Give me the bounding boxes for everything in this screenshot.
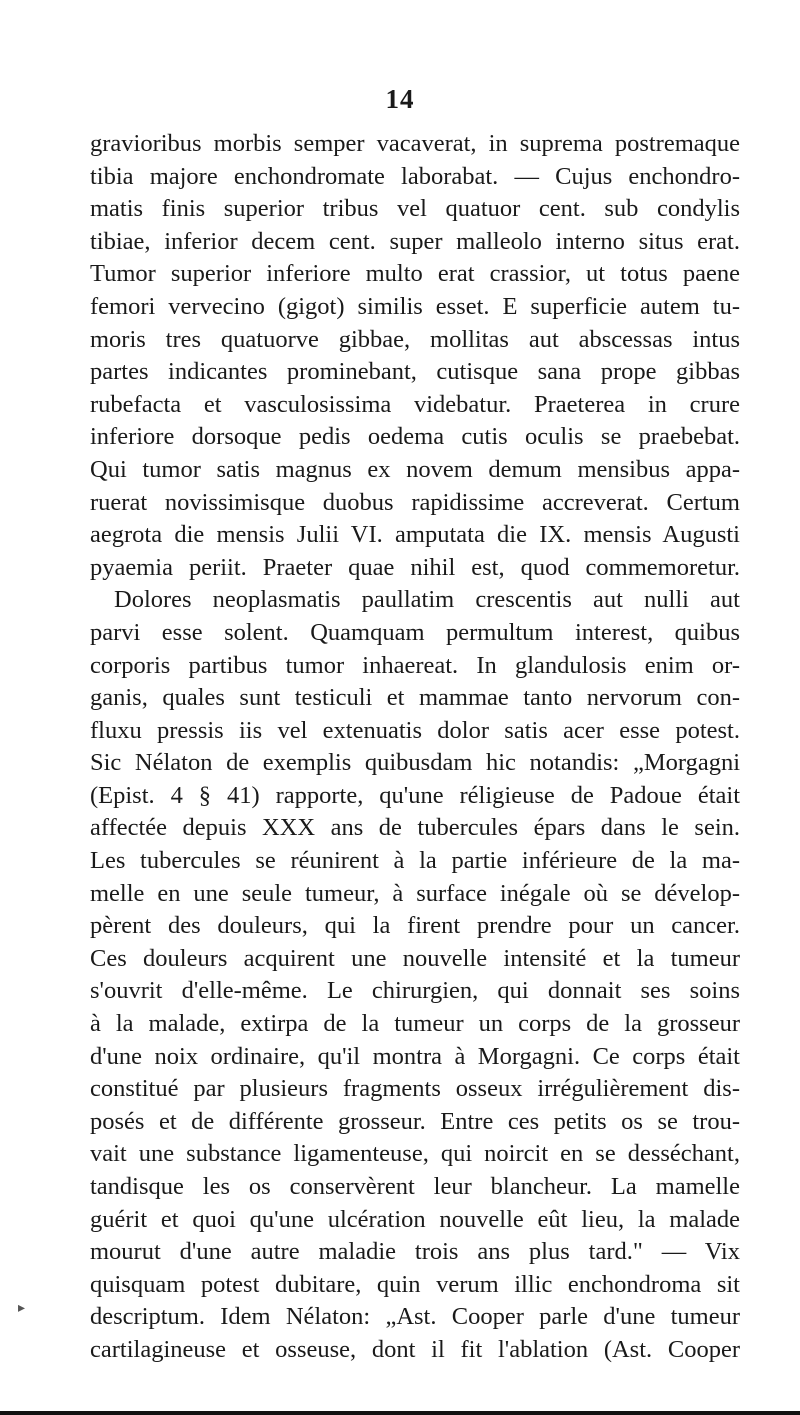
text-line: constitué par plusieurs fragments osseux irrégulièrement dis- [90, 1075, 740, 1103]
text-line: corporis partibus tumor inhaereat. In glandulosis enim or- [90, 651, 740, 679]
text-line: pèrent des douleurs, qui la firent prendre pour un cancer. [90, 912, 740, 940]
text-line: d'une noix ordinaire, qu'il montra à Morgagni. Ce corps était [90, 1042, 740, 1070]
text-line: partes indicantes prominebant, cutisque sana prope gibbas [90, 358, 740, 386]
text-line: mourut d'une autre maladie trois ans plus tard." — Vix [90, 1238, 740, 1266]
text-line: moris tres quatuorve gibbae, mollitas aut abscessas intus [90, 325, 740, 353]
text-line-paragraph-start: Dolores neoplasmatis paullatim crescentis aut nulli aut [114, 586, 740, 614]
text-line: pyaemia periit. Praeter quae nihil est, quod commemoretur. [90, 553, 740, 581]
text-line: Qui tumor satis magnus ex novem demum mensibus appa- [90, 455, 740, 483]
text-line: tibiae, inferior decem cent. super malleolo interno situs erat. [90, 227, 740, 255]
text-line: quisquam potest dubitare, quin verum illic enchondroma sit [90, 1270, 740, 1298]
text-line: femori vervecino (gigot) similis esset. E superficie autem tu- [90, 292, 740, 320]
text-line: fluxu pressis iis vel extenuatis dolor satis acer esse potest. [90, 716, 740, 744]
text-line: cartilagineuse et osseuse, dont il fit l'ablation (Ast. Cooper [90, 1335, 740, 1363]
text-line: melle en une seule tumeur, à surface inégale où se dévelop- [90, 879, 740, 907]
text-line: Sic Nélaton de exemplis quibusdam hic notandis: „Morgagni [90, 749, 740, 777]
text-line: Ces douleurs acquirent une nouvelle intensité et la tumeur [90, 944, 740, 972]
text-line: aegrota die mensis Julii VI. amputata die IX. mensis Augusti [90, 521, 740, 549]
text-line: vait une substance ligamenteuse, qui noircit en se desséchant, [90, 1140, 740, 1168]
text-line: inferiore dorsoque pedis oedema cutis oculis se praebebat. [90, 423, 740, 451]
text-line: affectée depuis XXX ans de tubercules épars dans le sein. [90, 814, 740, 842]
text-line: Tumor superior inferiore multo erat crassior, ut totus paene [90, 260, 740, 288]
text-line: tandisque les os conservèrent leur blancheur. La mamelle [90, 1173, 740, 1200]
text-line: descriptum. Idem Nélaton: „Ast. Cooper parle d'une tumeur [90, 1303, 740, 1331]
text-line: (Epist. 4 § 41) rapporte, qu'une réligieuse de Padoue était [90, 781, 740, 809]
text-line: ganis, quales sunt testiculi et mammae tanto nervorum con- [90, 684, 740, 712]
margin-mark: ▸ [18, 1301, 26, 1316]
page-number: 14 [385, 84, 415, 114]
text-line: guérit et quoi qu'une ulcération nouvelle eût lieu, la malade [90, 1205, 740, 1233]
text-line: tibia majore enchondromate laborabat. — Cujus enchondro- [90, 162, 740, 190]
body-text [90, 128, 740, 1367]
text-line: ruerat novissimisque duobus rapidissime accreverat. Certum [90, 488, 740, 516]
text-line: gravioribus morbis semper vacaverat, in suprema postremaque [90, 130, 740, 157]
text-line: matis finis superior tribus vel quatuor cent. sub condylis [90, 195, 740, 223]
text-line: Les tubercules se réunirent à la partie inférieure de la ma- [90, 847, 740, 875]
text-line: s'ouvrit d'elle-même. Le chirurgien, qui donnait ses soins [90, 977, 740, 1005]
page-bottom-edge [0, 1411, 800, 1415]
text-line: posés et de différente grosseur. Entre ces petits os se trou- [90, 1107, 740, 1135]
text-line: à la malade, extirpa de la tumeur un corps de la grosseur [90, 1010, 740, 1038]
text-line: parvi esse solent. Quamquam permultum interest, quibus [90, 618, 740, 646]
text-line: rubefacta et vasculosissima videbatur. Praeterea in crure [90, 390, 740, 418]
